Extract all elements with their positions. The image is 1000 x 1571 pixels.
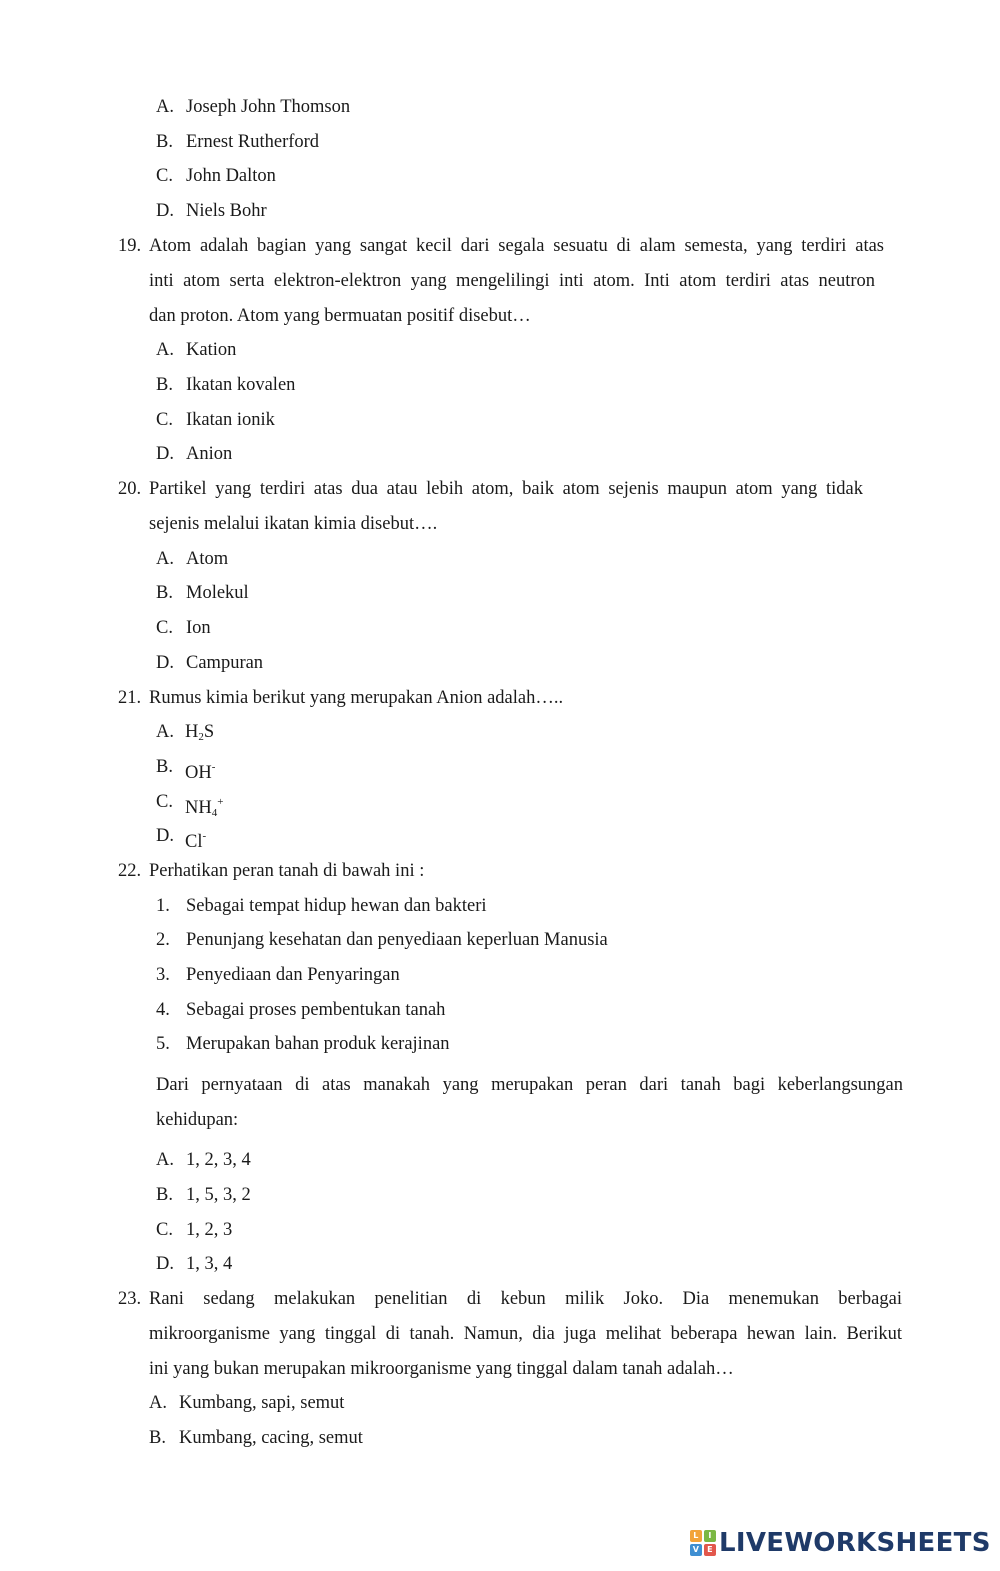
q22-item-1-num: 1.: [156, 896, 170, 916]
q23-line-1: Rani sedang melakukan penelitian di kebun milik Joko. Dia menemukan berbagai: [149, 1289, 902, 1309]
q19-option-a-letter: A.: [156, 340, 174, 360]
liveworksheets-wordmark: LIVEWORKSHEETS: [719, 1528, 991, 1558]
q22-option-d-letter: D.: [156, 1254, 174, 1274]
logo-square-e: E: [704, 1544, 716, 1556]
q22-option-c-text: 1, 2, 3: [186, 1220, 233, 1240]
q18-option-b-letter: B.: [156, 132, 173, 152]
q18-option-d-text: Niels Bohr: [186, 201, 267, 221]
q21-option-b-letter: B.: [156, 757, 173, 777]
q20-option-c-letter: C.: [156, 618, 173, 638]
q21-text: Rumus kimia berikut yang merupakan Anion adalah…..: [149, 688, 564, 708]
q18-option-d-letter: D.: [156, 201, 174, 221]
q20-option-c-text: Ion: [186, 618, 211, 638]
q23-line-2: mikroorganisme yang tinggal di tanah. Namun, dia juga melihat beberapa hewan lain. Berikut: [149, 1324, 902, 1344]
q20-option-a-letter: A.: [156, 549, 174, 569]
q22-question-line-2: kehidupan:: [156, 1110, 239, 1130]
q23-number: 23.: [118, 1289, 142, 1309]
q22-item-3-num: 3.: [156, 965, 170, 985]
q22-item-2-num: 2.: [156, 930, 170, 950]
q20-option-a-text: Atom: [186, 549, 229, 569]
q21-option-c-letter: C.: [156, 792, 173, 812]
q21-a-base2: S: [203, 722, 215, 742]
q20-number: 20.: [118, 479, 142, 499]
q20-option-b-text: Molekul: [186, 583, 249, 603]
q21-option-c-formula: [185, 791, 223, 824]
q23-line-3: ini yang bukan merupakan mikroorganisme yang tinggal dalam tanah adalah…: [149, 1359, 734, 1379]
q22-item-5-num: 5.: [156, 1034, 170, 1054]
q19-line-2: inti atom serta elektron-elektron yang mengelilingi inti atom. Inti atom terdiri atas neutron: [149, 271, 875, 291]
q21-option-d-letter: D.: [156, 826, 174, 846]
q19-option-b-text: Ikatan kovalen: [186, 375, 296, 395]
q20-option-b-letter: B.: [156, 583, 173, 603]
q23-option-a-text: Kumbang, sapi, semut: [179, 1393, 345, 1413]
q22-item-2-text: Penunjang kesehatan dan penyediaan keperluan Manusia: [186, 930, 608, 950]
logo-square-v: V: [690, 1544, 702, 1556]
q22-item-4-text: Sebagai proses pembentukan tanah: [186, 1000, 446, 1020]
q20-option-d-letter: D.: [156, 653, 174, 673]
q19-option-b-letter: B.: [156, 375, 173, 395]
q23-option-b-text: Kumbang, cacing, semut: [179, 1428, 363, 1448]
q21-option-a-formula: [185, 721, 214, 748]
logo-square-i: I: [704, 1530, 716, 1542]
q19-option-d-text: Anion: [186, 444, 233, 464]
q22-item-4-num: 4.: [156, 1000, 170, 1020]
q22-option-a-letter: A.: [156, 1150, 174, 1170]
q20-line-2: sejenis melalui ikatan kimia disebut….: [149, 514, 438, 534]
q18-option-b-text: Ernest Rutherford: [186, 132, 320, 152]
q21-a-subscript: 2: [198, 731, 204, 743]
q23-option-b-letter: B.: [149, 1428, 166, 1448]
q21-c-superscript: +: [217, 796, 224, 808]
q21-c-base: NH: [185, 798, 212, 818]
q19-option-a-text: Kation: [186, 340, 237, 360]
q21-b-superscript: -: [211, 761, 216, 773]
q18-option-a-text: Joseph John Thomson: [186, 97, 351, 117]
q22-option-c-letter: C.: [156, 1220, 173, 1240]
q21-option-a-letter: A.: [156, 722, 174, 742]
q19-line-1: Atom adalah bagian yang sangat kecil dari segala sesuatu di alam semesta, yang terdiri atas: [149, 236, 884, 256]
q20-option-d-text: Campuran: [186, 653, 264, 673]
liveworksheets-logo-icon: [690, 1530, 716, 1556]
q19-option-c-letter: C.: [156, 410, 173, 430]
q19-option-d-letter: D.: [156, 444, 174, 464]
q20-line-1: Partikel yang terdiri atas dua atau lebih atom, baik atom sejenis maupun atom yang tidak: [149, 479, 863, 499]
q18-option-c-letter: C.: [156, 166, 173, 186]
q22-question-line-1: Dari pernyataan di atas manakah yang merupakan peran dari tanah bagi keberlangsungan: [156, 1075, 903, 1095]
q18-option-c-text: John Dalton: [186, 166, 276, 186]
q21-d-superscript: -: [202, 830, 207, 842]
q22-item-1-text: Sebagai tempat hidup hewan dan bakteri: [186, 896, 487, 916]
q18-option-a-letter: A.: [156, 97, 174, 117]
q22-option-a-text: 1, 2, 3, 4: [186, 1150, 251, 1170]
q21-c-subscript: 4: [211, 807, 218, 819]
q22-item-5-text: Merupakan bahan produk kerajinan: [186, 1034, 450, 1054]
q21-b-base: OH: [185, 763, 212, 783]
q21-a-base1: H: [185, 722, 199, 742]
q21-number: 21.: [118, 688, 142, 708]
q21-option-d-formula: [185, 825, 206, 853]
q23-option-a-letter: A.: [149, 1393, 167, 1413]
q22-option-d-text: 1, 3, 4: [186, 1254, 233, 1274]
q19-line-3: dan proton. Atom yang bermuatan positif disebut…: [149, 306, 531, 326]
q22-number: 22.: [118, 861, 142, 881]
q21-option-b-formula: [185, 756, 215, 784]
q21-d-base: Cl: [185, 832, 203, 852]
q22-item-3-text: Penyediaan dan Penyaringan: [186, 965, 400, 985]
logo-square-l: L: [690, 1530, 702, 1542]
q22-option-b-letter: B.: [156, 1185, 173, 1205]
liveworksheets-logo[interactable]: [690, 1527, 991, 1559]
q22-option-b-text: 1, 5, 3, 2: [186, 1185, 251, 1205]
q19-number: 19.: [118, 236, 142, 256]
q19-option-c-text: Ikatan ionik: [186, 410, 275, 430]
q22-text: Perhatikan peran tanah di bawah ini :: [149, 861, 425, 881]
